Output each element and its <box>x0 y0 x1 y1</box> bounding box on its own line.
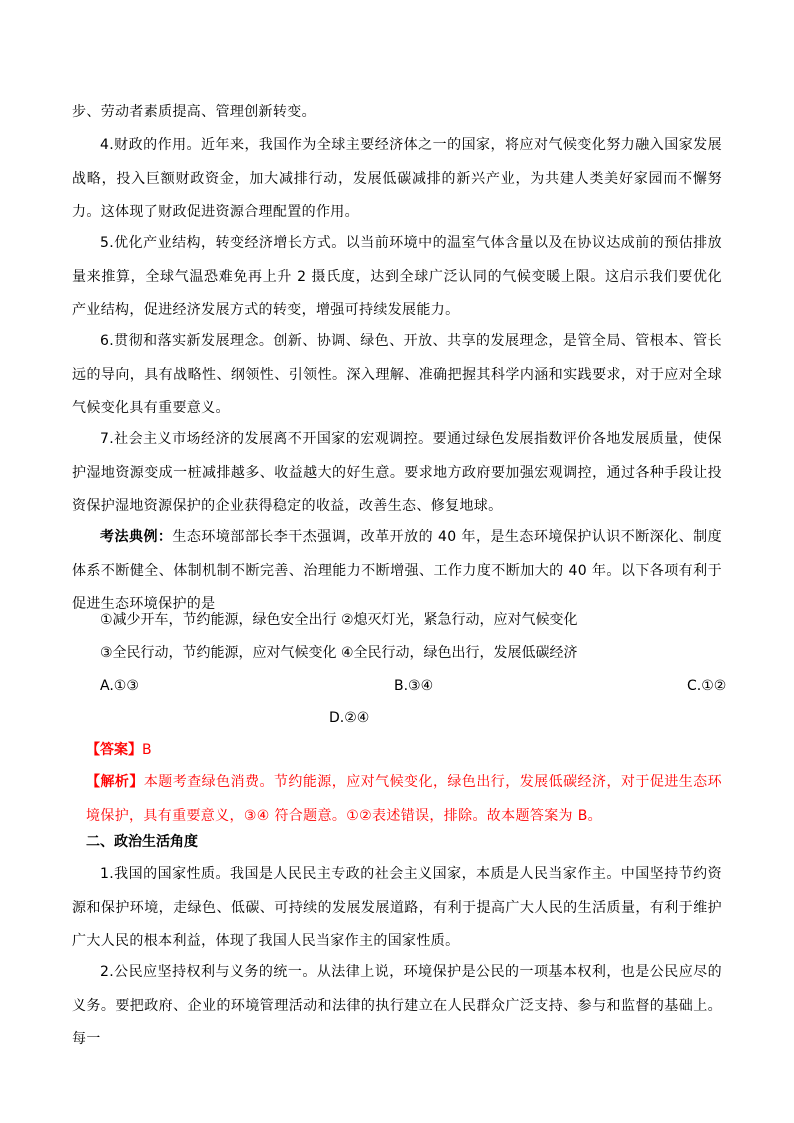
paragraph-continuation: 步、劳动者素质提高、管理创新转变。 <box>72 104 316 120</box>
answer-value: B <box>142 742 152 758</box>
example-question-stem <box>72 521 722 622</box>
option-c: C.①② <box>687 678 727 694</box>
example-label: 考法典例： <box>100 529 173 545</box>
analysis-paragraph <box>86 766 722 833</box>
example-stem-text: 生态环境部部长李干杰强调，改革开放的 40 年，是生态环境保护认识不断深化、制度体系不断健全、体制机制不断完善、治理能力不断增强、工作力度不断加大的 40 年。以下各项有利于促进生态环境保护的是 <box>72 529 723 612</box>
option-d: D.②④ <box>329 710 370 726</box>
section-heading-political-life: 二、政治生活角度 <box>86 834 198 850</box>
paragraph-national-nature: 1.我国的国家性质。我国是人民民主专政的社会主义国家，本质是人民当家作主。中国坚持节约资源和保护环境，走绿色、低碳、可持续的发展发展道路，有利于提高广大人民的生活质量，有利于维护广大人民的根本利益，体现了我国人民当家作主的国家性质。 <box>72 866 722 949</box>
example-items-line-2: ③全民行动，节约能源，应对气候变化 ④全民行动，绿色出行，发展低碳经济 <box>100 645 578 661</box>
example-items-line-1: ①减少开车，节约能源，绿色安全出行 ②熄灭灯光，紧急行动，应对气候变化 <box>100 612 578 628</box>
paragraph-rights-and-duties: 2.公民应坚持权利与义务的统一。从法律上说，环境保护是公民的一项基本权利，也是公民应尽的义务。要把政府、企业的环境管理活动和法律的执行建立在人民群众广泛支持、参与和监督的基础上。每一 <box>72 964 722 1047</box>
option-b: B.③④ <box>394 678 434 694</box>
analysis-label: 【解析】 <box>86 774 144 790</box>
paragraph-fiscal-role: 4.财政的作用。近年来，我国作为全球主要经济体之一的国家，将应对气候变化努力融入国家发展战略，投入巨额财政资金，加大减排行动，发展低碳减排的新兴产业，为共建人类美好家园而不懈努力。这体现了财政促进资源合理配置的作用。 <box>72 137 722 220</box>
paragraph-industrial-structure: 5.优化产业结构，转变经济增长方式。以当前环境中的温室气体含量以及在协议达成前的预估排放量来推算，全球气温恐难免再上升 2 摄氏度，达到全球广泛认同的气候变暖上限。这启示我们要优化产业结构，促进经济发展方式的转变，增强可持续发展能力。 <box>72 235 722 318</box>
answer-label: 【答案】 <box>86 742 142 758</box>
option-a: A.①③ <box>100 678 139 694</box>
answer-line <box>86 740 152 760</box>
paragraph-macro-control: 7.社会主义市场经济的发展离不开国家的宏观调控。要通过绿色发展指数评价各地发展质量，使保护湿地资源变成一桩减排越多、收益越大的好生意。要求地方政府要加强宏观调控，通过各种手段让投资保护湿地资源保护的企业获得稳定的收益，改善生态、修复地球。 <box>72 431 722 514</box>
paragraph-new-development-concept: 6.贯彻和落实新发展理念。创新、协调、绿色、开放、共享的发展理念，是管全局、管根本、管长远的导向，具有战略性、纲领性、引领性。深入理解、准确把握其科学内涵和实践要求，对于应对全球气候变化具有重要意义。 <box>72 333 722 416</box>
analysis-text: 本题考查绿色消费。节约能源，应对气候变化，绿色出行，发展低碳经济，对于促进生态环境保护，具有重要意义，③④ 符合题意。①②表述错误，排除。故本题答案为 B。 <box>86 774 722 824</box>
